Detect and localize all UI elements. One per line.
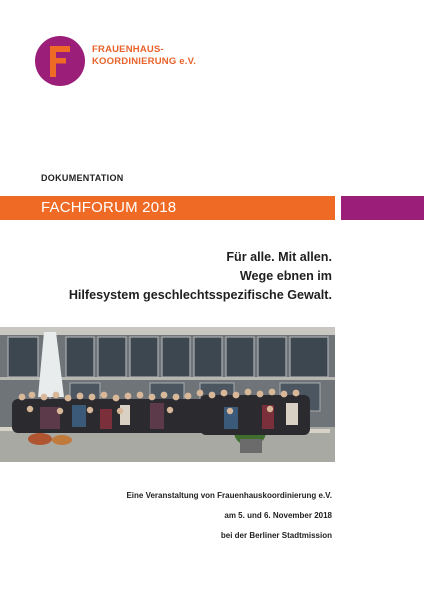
- group-photo: [0, 327, 335, 462]
- subtitle-line-3: Hilfesystem geschlechtsspezifische Gewalt.: [68, 288, 332, 302]
- page-title: FACHFORUM 2018: [41, 199, 177, 216]
- logo-line-1: FRAUENHAUS-: [92, 44, 164, 55]
- event-info: [126, 486, 332, 546]
- group-photo-illustration: [0, 327, 335, 462]
- document-label: DOKUMENTATION: [41, 173, 124, 183]
- organization-logo: [34, 35, 204, 87]
- event-date: am 5. und 6. November 2018: [224, 511, 332, 520]
- logo-wordmark: [92, 44, 196, 68]
- logo-mark-icon: [34, 35, 86, 87]
- logo-line-2: KOORDINIERUNG e.V.: [92, 56, 197, 67]
- accent-band: [341, 196, 424, 220]
- event-organizer: Eine Veranstaltung von Frauenhauskoordinierung e.V.: [126, 491, 332, 500]
- subtitle-line-2: Wege ebnen im: [239, 269, 332, 283]
- subtitle-line-1: Für alle. Mit allen.: [226, 250, 332, 264]
- subtitle: [69, 248, 332, 305]
- event-location: bei der Berliner Stadtmission: [220, 531, 332, 540]
- title-band: [0, 196, 335, 220]
